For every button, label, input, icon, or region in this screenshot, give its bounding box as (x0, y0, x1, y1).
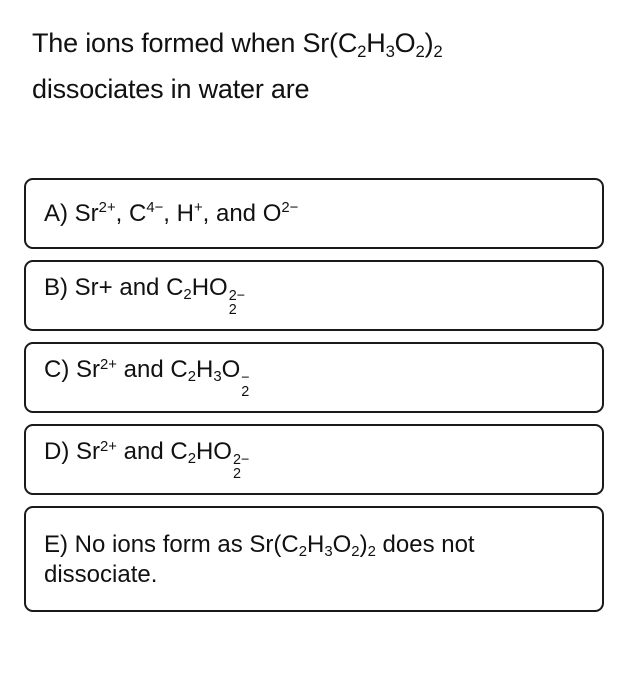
option-c-label: C) $Sr^{2+}$ and C2H3O − 2 (44, 355, 250, 400)
option-b[interactable] (24, 260, 604, 331)
option-e[interactable] (24, 506, 604, 612)
option-c[interactable] (24, 342, 604, 413)
option-a[interactable] (24, 178, 604, 249)
subscript: 2 (433, 42, 443, 62)
option-d-label: D) $Sr^{2+}$ and C2HO 2− 2 (44, 437, 250, 482)
subscript: 3 (385, 42, 395, 62)
subscript: 2 (415, 42, 425, 62)
answer-options (24, 178, 604, 623)
option-b-label: B) Sr+ and C2HO 2− 2 (44, 273, 246, 318)
option-e-label: E) No ions form as Sr(C2H3O2)2 does not dissociate. (44, 531, 475, 588)
option-d[interactable] (24, 424, 604, 495)
question-text: The ions formed when Sr(C2H3O2)2 dissociates in water are (32, 28, 443, 104)
subscript: 2 (357, 42, 367, 62)
option-a-label: A) $Sr^{2+}$, $C^{4-}$, H+, and $O^{2-}$ (44, 199, 299, 227)
